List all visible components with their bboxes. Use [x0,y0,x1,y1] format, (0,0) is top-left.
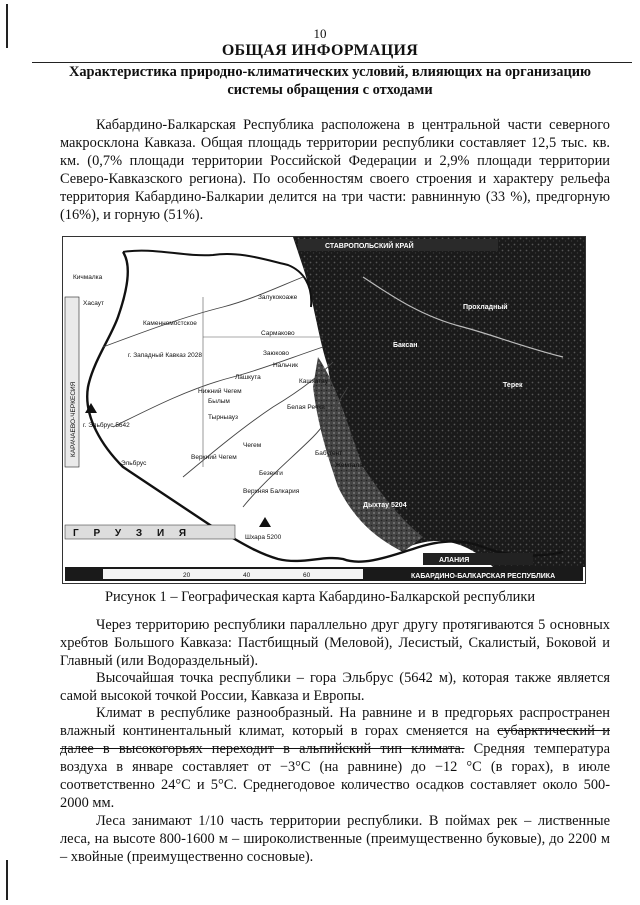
map-label-zalukokoazhe: Залукокоаже [258,294,298,301]
paragraph-elbrus [60,670,610,706]
map-label-shkhara: Шхара 5200 [245,534,282,541]
map-label-kontely: Жемтала [335,462,363,469]
map-label-baksan: Баксан [393,342,418,349]
map-label-kichmalka: Кичмалка [73,274,103,281]
section-subtitle: Характеристика природно-климатических условий, влияющих на организацию системы обращения с отходами [68,64,592,98]
paragraph-climate-end: Средняя температура воздуха в январе составляет от −3°С (на равнине) до −12 °С (в горах), в июле соответственно 24°С и 5°С. Среднегодовое количество осадков составляет около 500-2000 мм. [60,740,611,811]
map-label-sarmakovo: Сармаково [261,330,295,337]
map-label-alania: АЛАНИЯ [439,557,470,564]
map-scale-tick-60: 60 [303,572,311,579]
map-label-elbrus: Эльбрус [121,460,147,467]
paragraph-climate-start: Климат в республике разнообразный. На равнине и в предгорьях распространен влажный континентальный климат, который в горах сменяется на [60,705,610,739]
paragraph-location-text: Кабардино-Балкарская Республика расположена в центральной части северного макросклона Кавказа. Общая площадь территории республики составляет 12,5 тыс. кв. км. (0,7% площади территории Российской Федерации и 2,9% площади территории Северо-Кавказского региона). По особенностям своего строения и характеру рельефа территория Кабардино-Балкарии делится на три части: равнинную (33 %), предгорную (16%), и горную (51%). [60,117,610,223]
map-label-karachay: КАРАЧАЕВО-ЧЕРКЕСИЯ [70,381,77,457]
map-label-bezengi: Безенги [259,470,283,477]
map-label-khasaut: Хасаут [83,300,104,307]
map-label-babugent: Бабугент [315,450,343,457]
paragraph-forests [60,813,610,867]
map-label-belaya-rechka: Белая Речка [287,404,325,411]
map-label-zayukovo: Заюково [263,350,289,357]
map-label-bylym: Былым [208,398,230,405]
map-label-elbrus-peak: г. Эльбрус 5642 [83,422,130,429]
map-label-nalchik: Нальчик [273,362,298,369]
page-header-title: ОБЩАЯ ИНФОРМАЦИЯ [221,42,419,59]
map-label-kashkhatau: Кашхатау [299,378,328,385]
map-label-stavropol: СТАВРОПОЛЬСКИЙ КРАЙ [325,243,414,250]
paragraph-location [60,117,610,224]
map-label-zapadny-kavkaz: г. Западный Кавказ 2028 [128,352,202,359]
paragraph-climate [60,705,610,812]
map-label-chegem: Чегем [243,442,262,449]
map-label-tyrnyauz: Тырныауз [208,414,239,421]
kbr-geographic-map [62,236,586,584]
map-svg [63,237,585,583]
map-label-dyhtau: Дыхтау 5204 [363,502,407,509]
map-label-georgia: Г Р У З И Я [73,528,193,539]
map-label-kbr: КАБАРДИНО-БАЛКАРСКАЯ РЕСПУБЛИКА [411,573,556,580]
scan-mark-bottom [6,860,8,900]
map-scale-tick-20: 20 [183,572,191,579]
map-peak-shkhara [259,517,271,527]
map-label-nizhniy-chegem: Нижний Чегем [198,388,242,395]
paragraph-elbrus-text: Высочайшая точка республики – гора Эльбрус (5642 м), которая также является самой высокой точкой России, Кавказа и Европы. [60,670,610,704]
figure-caption: Рисунок 1 – Географическая карта Кабардино-Балкарской республики [104,589,536,605]
map-label-prokhladny: Прохладный [463,304,508,311]
paragraph-forests-text: Леса занимают 1/10 часть территории республики. В поймах рек – лиственные леса, на высоте 800-1600 м – широколиственные (преимущественно буковые), до 2200 м – хвойные (преимущественно сосновые). [60,813,610,865]
map-label-verkhniy-chegem: Верхний Чегем [191,454,237,461]
paragraph-climate-strike: субарктический и далее в высокогорьях переходит в альпийский тип климата. [60,722,610,757]
map-label-lashkuta: Лашкута [235,374,261,381]
page-number: 10 [313,26,327,41]
map-label-verkhnyaya-balkariya: Верхняя Балкария [243,488,300,495]
map-scale-tick-40: 40 [243,572,251,579]
map-label-kamennomostskoe: Каменномостское [143,320,197,327]
map-scale-bar-light [103,569,363,579]
paragraph-ridges-text: Через территорию республики параллельно друг другу протягиваются 5 основных хребтов Большого Кавказа: Пастбищный (Меловой), Лесистый, Скалистый, Боковой и Главный (или Водораздельный). [60,617,610,669]
paragraph-ridges [60,617,610,671]
map-label-terek: Терек [503,382,523,389]
